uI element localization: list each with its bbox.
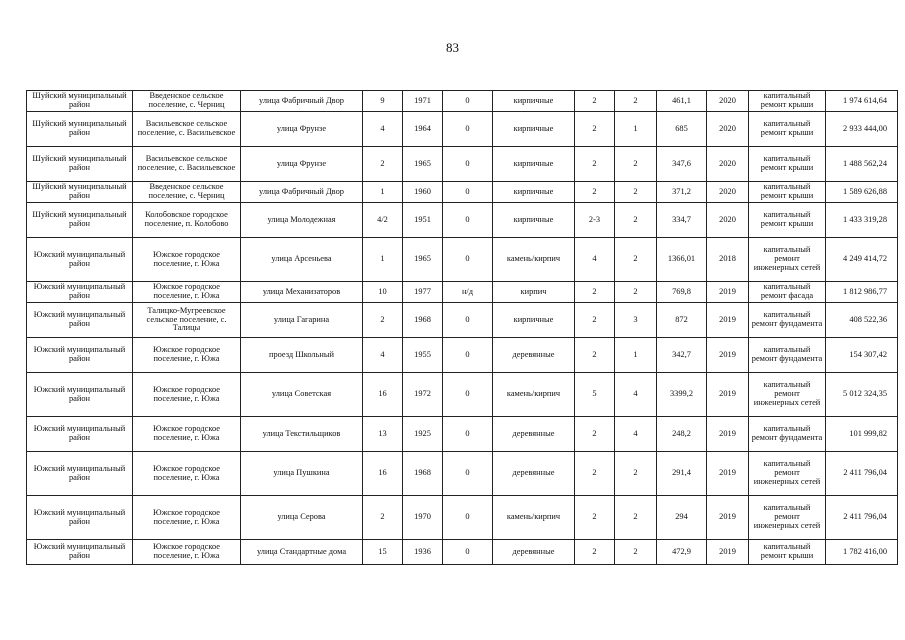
table-row <box>27 282 898 303</box>
cell-cost: 1 488 562,24 <box>826 147 898 182</box>
cell-settlement: Южское городское поселение, г. Южа <box>133 238 241 282</box>
cell-district: Южский муниципальный район <box>27 338 133 373</box>
cell-work-type: капитальный ремонт крыши <box>749 91 826 112</box>
cell-district: Южский муниципальный район <box>27 303 133 338</box>
cell-street: улица Серова <box>241 496 363 540</box>
cell-year: 1951 <box>403 203 443 238</box>
cell-wall-material: деревянные <box>493 338 575 373</box>
cell-reconstruction: 0 <box>443 238 493 282</box>
cell-plan-year: 2020 <box>707 112 749 147</box>
cell-year: 1925 <box>403 417 443 452</box>
table-row <box>27 147 898 182</box>
cell-settlement: Южское городское поселение, г. Южа <box>133 496 241 540</box>
cell-cost: 2 411 796,04 <box>826 496 898 540</box>
cell-area: 294 <box>657 496 707 540</box>
cell-cost: 4 249 414,72 <box>826 238 898 282</box>
table-row <box>27 91 898 112</box>
cell-plan-year: 2020 <box>707 147 749 182</box>
cell-entrances: 2 <box>615 182 657 203</box>
cell-area: 334,7 <box>657 203 707 238</box>
cell-reconstruction: 0 <box>443 203 493 238</box>
cell-area: 342,7 <box>657 338 707 373</box>
cell-reconstruction: 0 <box>443 417 493 452</box>
cell-street: улица Фрунзе <box>241 112 363 147</box>
cell-district: Южский муниципальный район <box>27 496 133 540</box>
cell-settlement: Южское городское поселение, г. Южа <box>133 417 241 452</box>
cell-year: 1968 <box>403 452 443 496</box>
cell-entrances: 2 <box>615 282 657 303</box>
cell-work-type: капитальный ремонт фасада <box>749 282 826 303</box>
cell-work-type: капитальный ремонт фундамента <box>749 417 826 452</box>
cell-area: 347,6 <box>657 147 707 182</box>
cell-cost: 1 974 614,64 <box>826 91 898 112</box>
cell-street: улица Гагарина <box>241 303 363 338</box>
cell-area: 769,8 <box>657 282 707 303</box>
cell-settlement: Колобовское городское поселение, п. Колобово <box>133 203 241 238</box>
cell-settlement: Южское городское поселение, г. Южа <box>133 373 241 417</box>
cell-plan-year: 2020 <box>707 203 749 238</box>
cell-settlement: Южское городское поселение, г. Южа <box>133 338 241 373</box>
cell-entrances: 2 <box>615 238 657 282</box>
cell-wall-material: деревянные <box>493 540 575 565</box>
cell-year: 1955 <box>403 338 443 373</box>
cell-wall-material: камень/кирпич <box>493 373 575 417</box>
cell-entrances: 2 <box>615 203 657 238</box>
cell-entrances: 2 <box>615 452 657 496</box>
cell-reconstruction: 0 <box>443 112 493 147</box>
cell-wall-material: кирпич <box>493 282 575 303</box>
table-row <box>27 238 898 282</box>
cell-house: 10 <box>363 282 403 303</box>
cell-floors: 2 <box>575 112 615 147</box>
cell-entrances: 2 <box>615 496 657 540</box>
cell-cost: 1 433 319,28 <box>826 203 898 238</box>
cell-floors: 2 <box>575 282 615 303</box>
cell-floors: 2 <box>575 496 615 540</box>
cell-area: 685 <box>657 112 707 147</box>
cell-house: 1 <box>363 182 403 203</box>
cell-entrances: 2 <box>615 147 657 182</box>
cell-street: улица Стандартные дома <box>241 540 363 565</box>
cell-district: Южский муниципальный район <box>27 373 133 417</box>
cell-plan-year: 2019 <box>707 496 749 540</box>
cell-district: Шуйский муниципальный район <box>27 147 133 182</box>
cell-area: 872 <box>657 303 707 338</box>
cell-entrances: 2 <box>615 540 657 565</box>
cell-area: 472,9 <box>657 540 707 565</box>
cell-plan-year: 2019 <box>707 282 749 303</box>
cell-settlement: Южское городское поселение, г. Южа <box>133 540 241 565</box>
cell-floors: 2 <box>575 303 615 338</box>
cell-reconstruction: 0 <box>443 452 493 496</box>
cell-street: улица Механизаторов <box>241 282 363 303</box>
cell-work-type: капитальный ремонт инженерных сетей <box>749 452 826 496</box>
cell-reconstruction: 0 <box>443 147 493 182</box>
cell-street: улица Фрунзе <box>241 147 363 182</box>
cell-street: улица Фабричный Двор <box>241 91 363 112</box>
cell-year: 1970 <box>403 496 443 540</box>
cell-house: 16 <box>363 373 403 417</box>
cell-entrances: 1 <box>615 112 657 147</box>
table-row <box>27 303 898 338</box>
cell-plan-year: 2019 <box>707 303 749 338</box>
table-row <box>27 496 898 540</box>
cell-district: Южский муниципальный район <box>27 238 133 282</box>
cell-house: 4 <box>363 338 403 373</box>
cell-area: 461,1 <box>657 91 707 112</box>
cell-year: 1977 <box>403 282 443 303</box>
cell-year: 1965 <box>403 238 443 282</box>
cell-house: 16 <box>363 452 403 496</box>
cell-street: улица Текстильщиков <box>241 417 363 452</box>
table-row <box>27 373 898 417</box>
cell-work-type: капитальный ремонт крыши <box>749 540 826 565</box>
cell-floors: 2 <box>575 182 615 203</box>
cell-settlement: Введенское сельское поселение, с. Черниц <box>133 182 241 203</box>
cell-year: 1971 <box>403 91 443 112</box>
cell-floors: 5 <box>575 373 615 417</box>
table-row <box>27 540 898 565</box>
cell-entrances: 3 <box>615 303 657 338</box>
cell-year: 1972 <box>403 373 443 417</box>
cell-area: 248,2 <box>657 417 707 452</box>
cell-wall-material: кирпичные <box>493 182 575 203</box>
cell-reconstruction: 0 <box>443 91 493 112</box>
housing-repair-table <box>26 90 898 565</box>
cell-area: 371,2 <box>657 182 707 203</box>
cell-cost: 1 812 986,77 <box>826 282 898 303</box>
cell-floors: 4 <box>575 238 615 282</box>
cell-house: 2 <box>363 496 403 540</box>
cell-district: Шуйский муниципальный район <box>27 203 133 238</box>
cell-plan-year: 2019 <box>707 338 749 373</box>
cell-street: проезд Школьный <box>241 338 363 373</box>
cell-wall-material: камень/кирпич <box>493 238 575 282</box>
cell-work-type: капитальный ремонт крыши <box>749 203 826 238</box>
cell-house: 13 <box>363 417 403 452</box>
cell-wall-material: кирпичные <box>493 303 575 338</box>
cell-floors: 2 <box>575 452 615 496</box>
cell-street: улица Фабричный Двор <box>241 182 363 203</box>
cell-work-type: капитальный ремонт фундамента <box>749 338 826 373</box>
cell-area: 291,4 <box>657 452 707 496</box>
cell-house: 4 <box>363 112 403 147</box>
cell-settlement: Талицко-Мугреевское сельское поселение, с. Талицы <box>133 303 241 338</box>
cell-floors: 2 <box>575 417 615 452</box>
cell-settlement: Васильевское сельское поселение, с. Васильевское <box>133 112 241 147</box>
cell-wall-material: камень/кирпич <box>493 496 575 540</box>
table-row <box>27 112 898 147</box>
cell-plan-year: 2019 <box>707 417 749 452</box>
cell-entrances: 4 <box>615 373 657 417</box>
cell-plan-year: 2019 <box>707 373 749 417</box>
cell-work-type: капитальный ремонт крыши <box>749 182 826 203</box>
cell-reconstruction: 0 <box>443 373 493 417</box>
cell-floors: 2 <box>575 147 615 182</box>
cell-street: улица Пушкина <box>241 452 363 496</box>
cell-work-type: капитальный ремонт крыши <box>749 112 826 147</box>
cell-wall-material: кирпичные <box>493 147 575 182</box>
cell-cost: 408 522,36 <box>826 303 898 338</box>
cell-wall-material: деревянные <box>493 417 575 452</box>
cell-house: 2 <box>363 147 403 182</box>
cell-settlement: Введенское сельское поселение, с. Черниц <box>133 91 241 112</box>
cell-area: 1366,01 <box>657 238 707 282</box>
cell-floors: 2 <box>575 540 615 565</box>
cell-year: 1964 <box>403 112 443 147</box>
cell-floors: 2-3 <box>575 203 615 238</box>
cell-house: 2 <box>363 303 403 338</box>
cell-plan-year: 2019 <box>707 452 749 496</box>
cell-work-type: капитальный ремонт инженерных сетей <box>749 496 826 540</box>
cell-entrances: 2 <box>615 91 657 112</box>
cell-work-type: капитальный ремонт крыши <box>749 147 826 182</box>
cell-plan-year: 2018 <box>707 238 749 282</box>
cell-floors: 2 <box>575 91 615 112</box>
cell-year: 1965 <box>403 147 443 182</box>
cell-district: Шуйский муниципальный район <box>27 112 133 147</box>
cell-reconstruction: 0 <box>443 338 493 373</box>
cell-wall-material: кирпичные <box>493 203 575 238</box>
cell-cost: 154 307,42 <box>826 338 898 373</box>
cell-settlement: Южское городское поселение, г. Южа <box>133 452 241 496</box>
cell-cost: 1 589 626,88 <box>826 182 898 203</box>
cell-cost: 1 782 416,00 <box>826 540 898 565</box>
table-body <box>27 91 898 565</box>
table-row <box>27 338 898 373</box>
cell-settlement: Южское городское поселение, г. Южа <box>133 282 241 303</box>
cell-work-type: капитальный ремонт инженерных сетей <box>749 238 826 282</box>
cell-district: Южский муниципальный район <box>27 417 133 452</box>
cell-cost: 2 411 796,04 <box>826 452 898 496</box>
page-number: 83 <box>446 40 459 55</box>
cell-reconstruction: 0 <box>443 540 493 565</box>
cell-cost: 2 933 444,00 <box>826 112 898 147</box>
cell-house: 15 <box>363 540 403 565</box>
cell-entrances: 4 <box>615 417 657 452</box>
cell-house: 9 <box>363 91 403 112</box>
table-row <box>27 182 898 203</box>
cell-house: 4/2 <box>363 203 403 238</box>
cell-district: Южский муниципальный район <box>27 282 133 303</box>
cell-work-type: капитальный ремонт инженерных сетей <box>749 373 826 417</box>
cell-floors: 2 <box>575 338 615 373</box>
cell-work-type: капитальный ремонт фундамента <box>749 303 826 338</box>
table-row <box>27 203 898 238</box>
cell-street: улица Арсеньева <box>241 238 363 282</box>
cell-plan-year: 2020 <box>707 182 749 203</box>
cell-reconstruction: 0 <box>443 496 493 540</box>
cell-street: улица Советская <box>241 373 363 417</box>
cell-year: 1960 <box>403 182 443 203</box>
cell-reconstruction: н/д <box>443 282 493 303</box>
cell-district: Шуйский муниципальный район <box>27 182 133 203</box>
cell-wall-material: кирпичные <box>493 91 575 112</box>
cell-house: 1 <box>363 238 403 282</box>
cell-district: Южский муниципальный район <box>27 540 133 565</box>
cell-year: 1968 <box>403 303 443 338</box>
cell-district: Южский муниципальный район <box>27 452 133 496</box>
cell-area: 3399,2 <box>657 373 707 417</box>
cell-entrances: 1 <box>615 338 657 373</box>
table-row <box>27 452 898 496</box>
cell-reconstruction: 0 <box>443 182 493 203</box>
cell-year: 1936 <box>403 540 443 565</box>
cell-reconstruction: 0 <box>443 303 493 338</box>
cell-plan-year: 2020 <box>707 91 749 112</box>
cell-district: Шуйский муниципальный район <box>27 91 133 112</box>
cell-wall-material: кирпичные <box>493 112 575 147</box>
table-row <box>27 417 898 452</box>
cell-cost: 101 999,82 <box>826 417 898 452</box>
cell-cost: 5 012 324,35 <box>826 373 898 417</box>
cell-wall-material: деревянные <box>493 452 575 496</box>
cell-settlement: Васильевское сельское поселение, с. Васильевское <box>133 147 241 182</box>
cell-plan-year: 2019 <box>707 540 749 565</box>
cell-street: улица Молодежная <box>241 203 363 238</box>
